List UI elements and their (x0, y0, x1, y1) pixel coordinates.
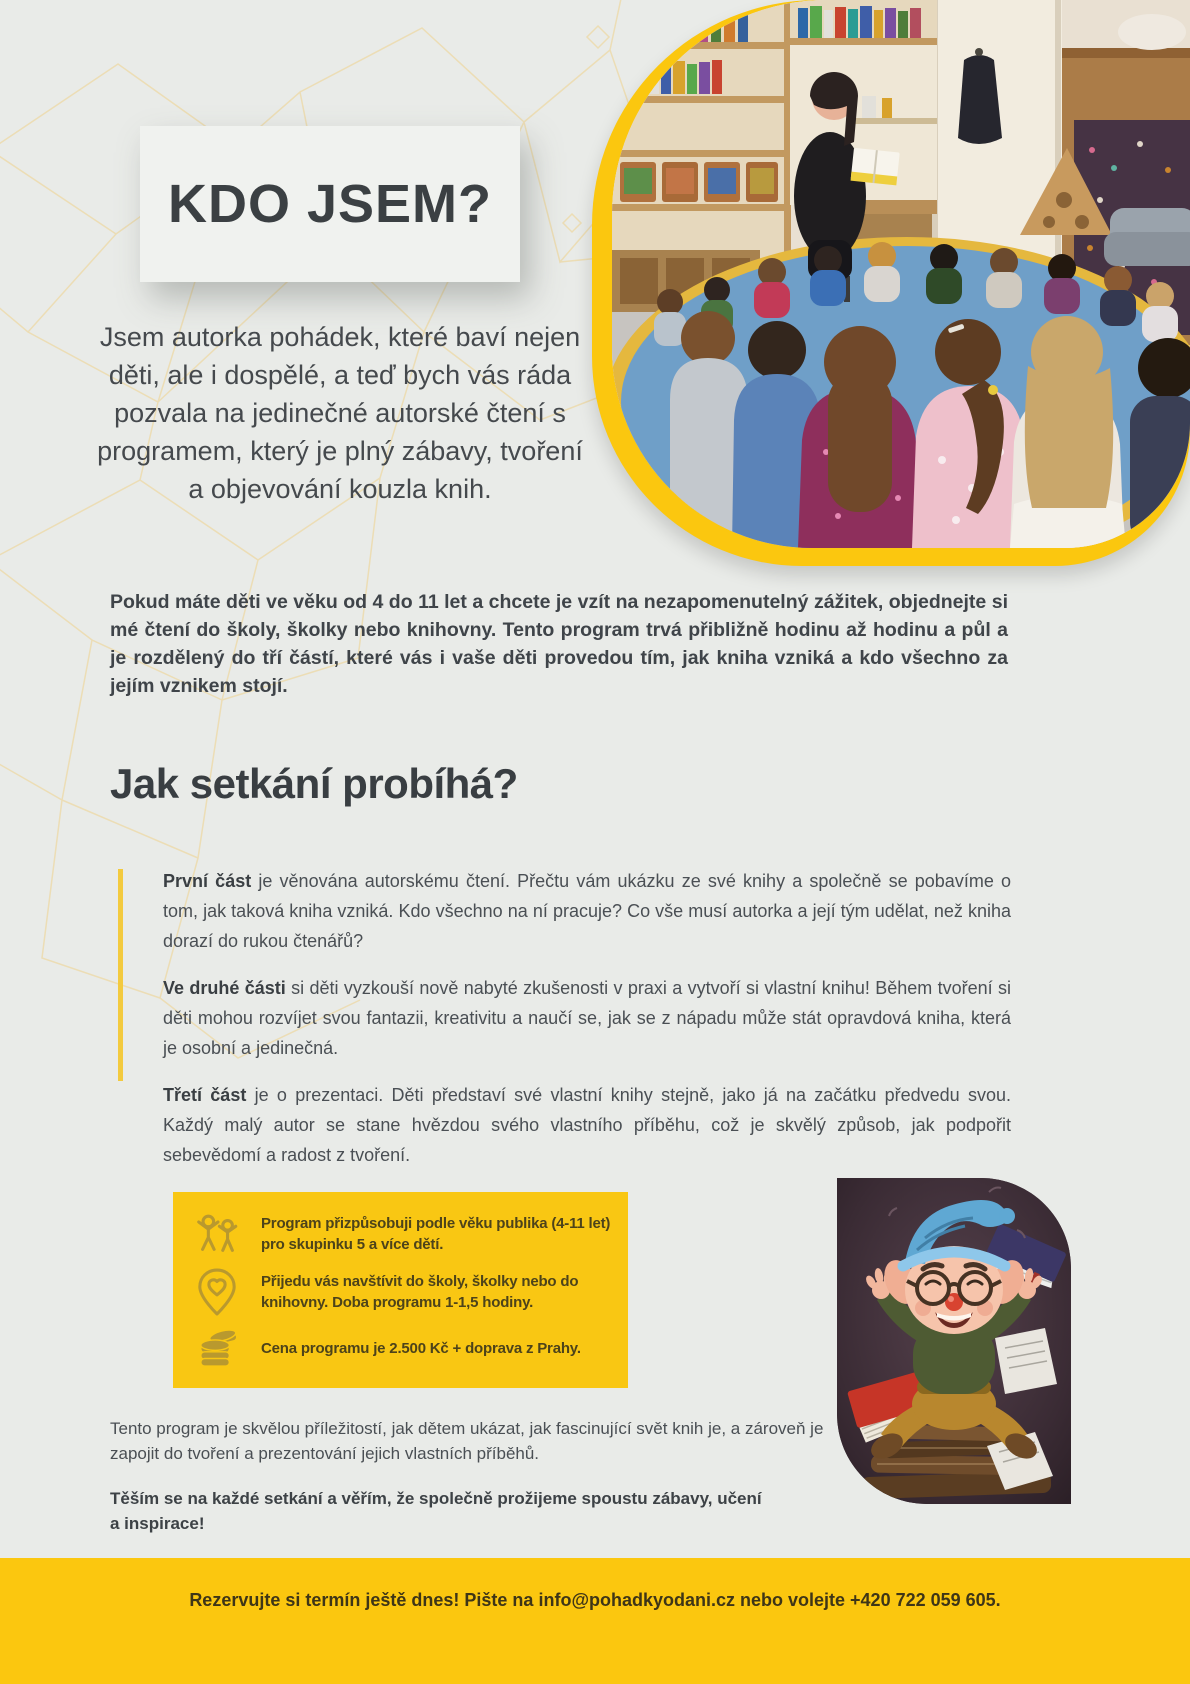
info-price-text: Cena programu je 2.500 Kč + doprava z Prahy. (261, 1339, 581, 1357)
closing-text: Tento program je skvělou příležitostí, jak dětem ukázat, jak fascinující svět knih je, a zároveň je zapojit do tvoření a prezentování jejich vlastních příběhů. (110, 1419, 824, 1463)
info-location-text: Přijedu vás navštívit do školy, školky nebo do knihovny. Doba programu 1-1,5 hodiny. (261, 1273, 579, 1311)
info-row-location (173, 1267, 612, 1317)
program-part-3 (163, 1080, 1011, 1170)
closing-bold-text: Těším se na každé setkání a věřím, že společně prožijeme spoustu zábavy, učení a inspirace! (110, 1489, 762, 1533)
program-part-2 (163, 973, 1011, 1063)
children-icon (173, 1212, 261, 1256)
program-part-1 (163, 866, 1011, 956)
gnome-illustration (837, 1178, 1071, 1504)
pitch-text: Pokud máte děti ve věku od 4 do 11 let a chcete je vzít na nezapomenutelný zážitek, objednejte si mé čtení do školy, školky nebo knihovny. Tento program trvá přibližně hodinu až hodinu a půl a je rozdělený do tří částí, které vás i vaše děti provedou tím, jak kniha vzniká a kdo všechno za jejím vznikem stojí. (110, 591, 1008, 697)
info-audience-text: Program přizpůsobuji podle věku publika (4-11 let) pro skupinku 5 a více dětí. (261, 1215, 611, 1253)
footer-bar (0, 1558, 1190, 1684)
intro-text: Jsem autorka pohádek, které baví nejen děti, ale i dospělé, a teď bych vás ráda pozvala na jedinečné autorské čtení s programem, který je plný zábavy, tvoření a objevování kouzla knih. (97, 322, 583, 504)
contact-email: info@pohadkyodani.cz (538, 1590, 736, 1610)
footer-cta: Rezervujte si termín ještě dnes! Pište na (189, 1590, 539, 1610)
coins-icon (173, 1328, 261, 1368)
part-1-lead: První část (163, 871, 252, 891)
part-1-text: je věnována autorskému čtení. Přečtu vám ukázku ze své knihy a společně se pobavíme o tom, jak taková kniha vzniká. Kdo všechno na ní pracuje? Co vše musí autorka a její tým udělat, než kniha dorazí do rukou čtenářů? (163, 871, 1011, 951)
section-heading: Jak setkání probíhá? (110, 760, 518, 807)
part-2-lead: Ve druhé části (163, 978, 286, 998)
page-title: KDO JSEM? (167, 174, 493, 234)
footer-phone: nebo volejte +420 722 059 605. (735, 1590, 1001, 1610)
photo-frame (592, 0, 1190, 566)
info-row-audience (173, 1212, 612, 1256)
title-card (140, 126, 520, 282)
info-row-price (173, 1328, 612, 1368)
program-parts (163, 866, 1011, 1187)
yellow-accent-bar (118, 869, 123, 1081)
part-2-text: si děti vyzkouší nově nabyté zkušenosti v praxi a vytvoří si vlastní knihu! Během tvoření si děti mohou rozvíjet svou fantazii, kreativitu a naučí se, jak se z nápadu může stát opravdová kniha, která je osobní a jedinečná. (163, 978, 1011, 1058)
reading-session-photo (612, 0, 1190, 548)
location-pin-heart-icon (173, 1267, 261, 1317)
program-info-box (173, 1192, 628, 1388)
part-3-lead: Třetí část (163, 1085, 247, 1105)
footer-contact (0, 1558, 1190, 1611)
part-3-text: je o prezentaci. Děti představí své vlastní knihy stejně, jako já na začátku předvedu svou. Každý malý autor se stane hvězdou svého vlastního příběhu, což je skvělý způsob, jak podpořit sebevědomí a radost z tvoření. (163, 1085, 1011, 1165)
